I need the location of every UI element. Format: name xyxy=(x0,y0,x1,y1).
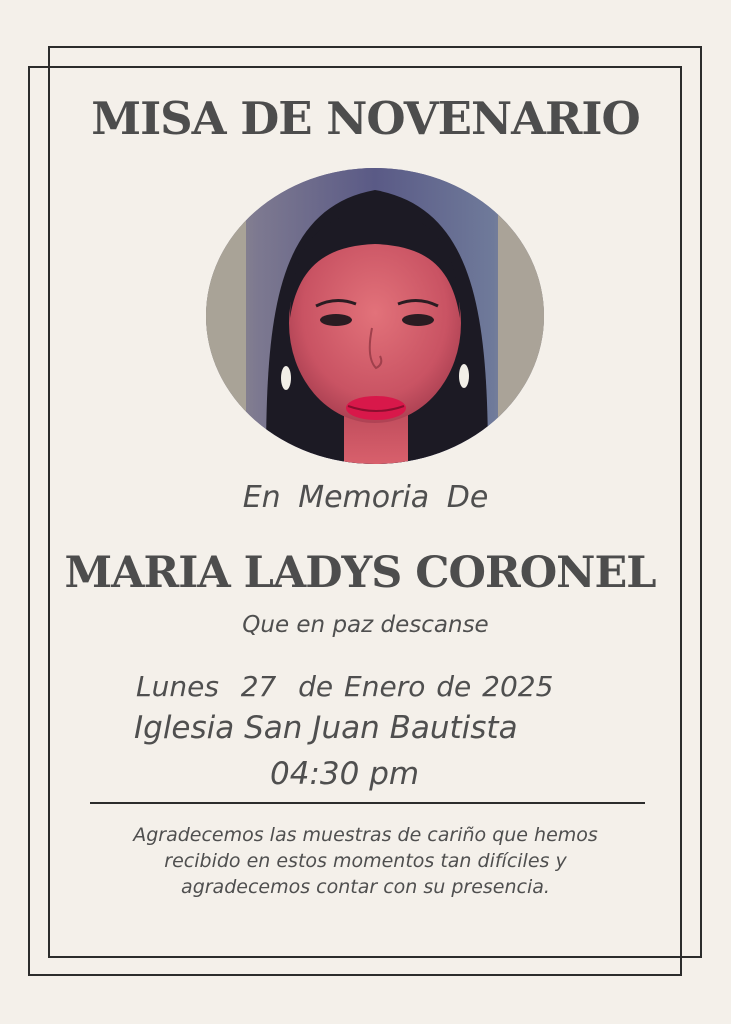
thank-you-line: Agradecemos las muestras de cariño que hemos xyxy=(133,824,598,846)
section-divider xyxy=(90,802,645,804)
card-title: MISA DE NOVENARIO xyxy=(91,92,640,145)
thank-you-line: recibido en estos momentos tan difíciles y xyxy=(164,850,567,872)
event-time: 04:30 pm xyxy=(270,756,420,792)
thank-you-line: agradecemos contar con su presencia. xyxy=(181,876,550,898)
rest-in-peace-text: Que en paz descanse xyxy=(242,612,489,638)
in-memory-of-label: En Memoria De xyxy=(242,480,489,515)
thank-you-message xyxy=(60,822,671,900)
event-date: Lunes 27 de Enero de 2025 xyxy=(136,670,554,703)
memorial-portrait-photo xyxy=(206,168,544,464)
event-location: Iglesia San Juan Bautista xyxy=(134,710,518,746)
deceased-name: MARIA LADYS CORONEL xyxy=(64,548,656,598)
